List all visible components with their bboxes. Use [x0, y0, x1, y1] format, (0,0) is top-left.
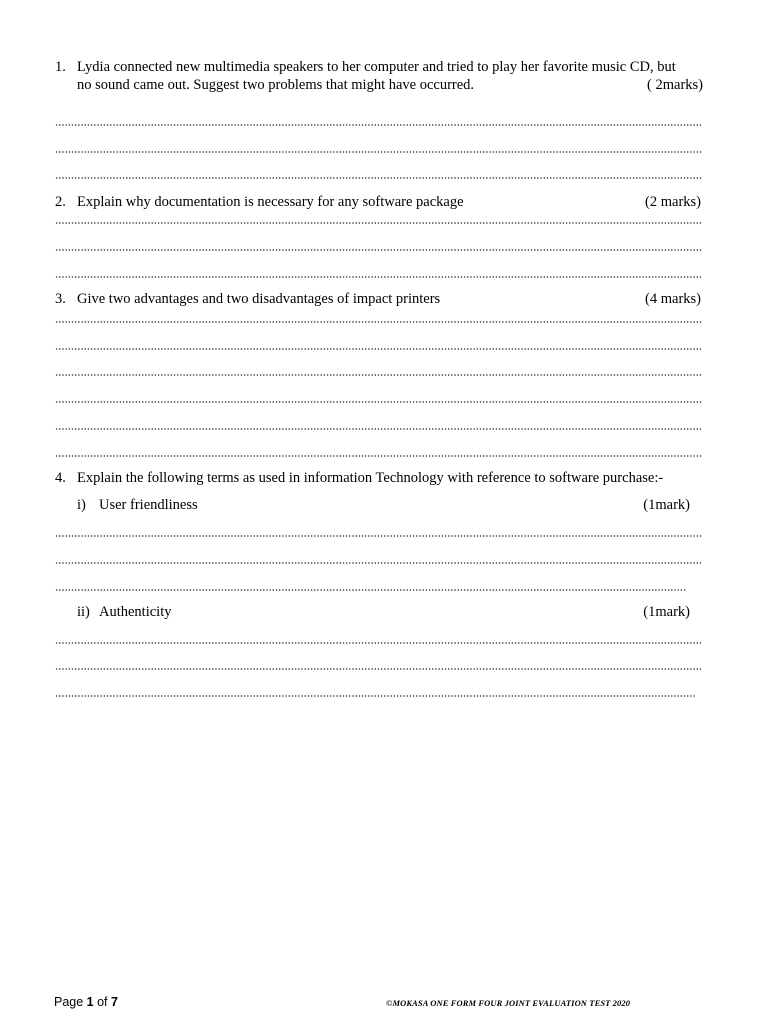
- page-number: [54, 995, 118, 1009]
- question-2-text: Explain why documentation is necessary for any software package: [77, 194, 464, 210]
- answer-line[interactable]: [55, 535, 702, 537]
- question-1-text-line2: no sound came out. Suggest two problems that might have occurred.: [77, 77, 475, 93]
- question-2-number: 2.: [55, 194, 66, 210]
- answer-line[interactable]: [55, 374, 702, 376]
- answer-line[interactable]: [55, 695, 695, 697]
- question-3-marks: (4 marks): [645, 291, 701, 307]
- answer-line[interactable]: [55, 455, 702, 457]
- copyright-notice: ©MOKASA ONE FORM FOUR JOINT EVALUATION TEST 2020: [386, 998, 631, 1008]
- question-2-marks: (2 marks): [645, 194, 701, 210]
- question-4-text: Explain the following terms as used in information Technology with reference to software purchase:-: [77, 470, 664, 486]
- answer-line[interactable]: [55, 177, 702, 179]
- question-1-marks: ( 2marks): [647, 77, 703, 93]
- answer-line[interactable]: [55, 428, 702, 430]
- question-4-sub-ii-number: ii): [77, 604, 90, 620]
- question-4-sub-i-number: i): [77, 497, 86, 513]
- answer-line[interactable]: [55, 222, 702, 224]
- question-4-sub-i-marks: (1mark): [643, 497, 690, 513]
- question-1-text-line1: Lydia connected new multimedia speakers to her computer and tried to play her favorite music CD, but: [77, 59, 676, 75]
- page-of: of: [93, 995, 111, 1009]
- question-3-text: Give two advantages and two disadvantages of impact printers: [77, 291, 441, 307]
- answer-line[interactable]: [55, 642, 702, 644]
- answer-line[interactable]: [55, 589, 687, 591]
- answer-line[interactable]: [55, 321, 702, 323]
- answer-line[interactable]: [55, 401, 702, 403]
- answer-line[interactable]: [55, 249, 702, 251]
- question-4-sub-ii-text: Authenticity: [99, 604, 172, 620]
- question-4-sub-ii-marks: (1mark): [643, 604, 690, 620]
- question-1-number: 1.: [55, 59, 66, 75]
- page-prefix: Page: [54, 995, 87, 1009]
- question-4-sub-i-text: User friendliness: [99, 497, 198, 513]
- answer-line[interactable]: [55, 124, 702, 126]
- answer-line[interactable]: [55, 668, 702, 670]
- answer-line[interactable]: [55, 348, 702, 350]
- answer-line[interactable]: [55, 151, 702, 153]
- answer-line[interactable]: [55, 562, 702, 564]
- page-total: 7: [111, 995, 118, 1009]
- page-current: 1: [86, 995, 94, 1009]
- answer-line[interactable]: [55, 276, 702, 278]
- question-4-number: 4.: [55, 470, 66, 486]
- question-3-number: 3.: [55, 291, 66, 307]
